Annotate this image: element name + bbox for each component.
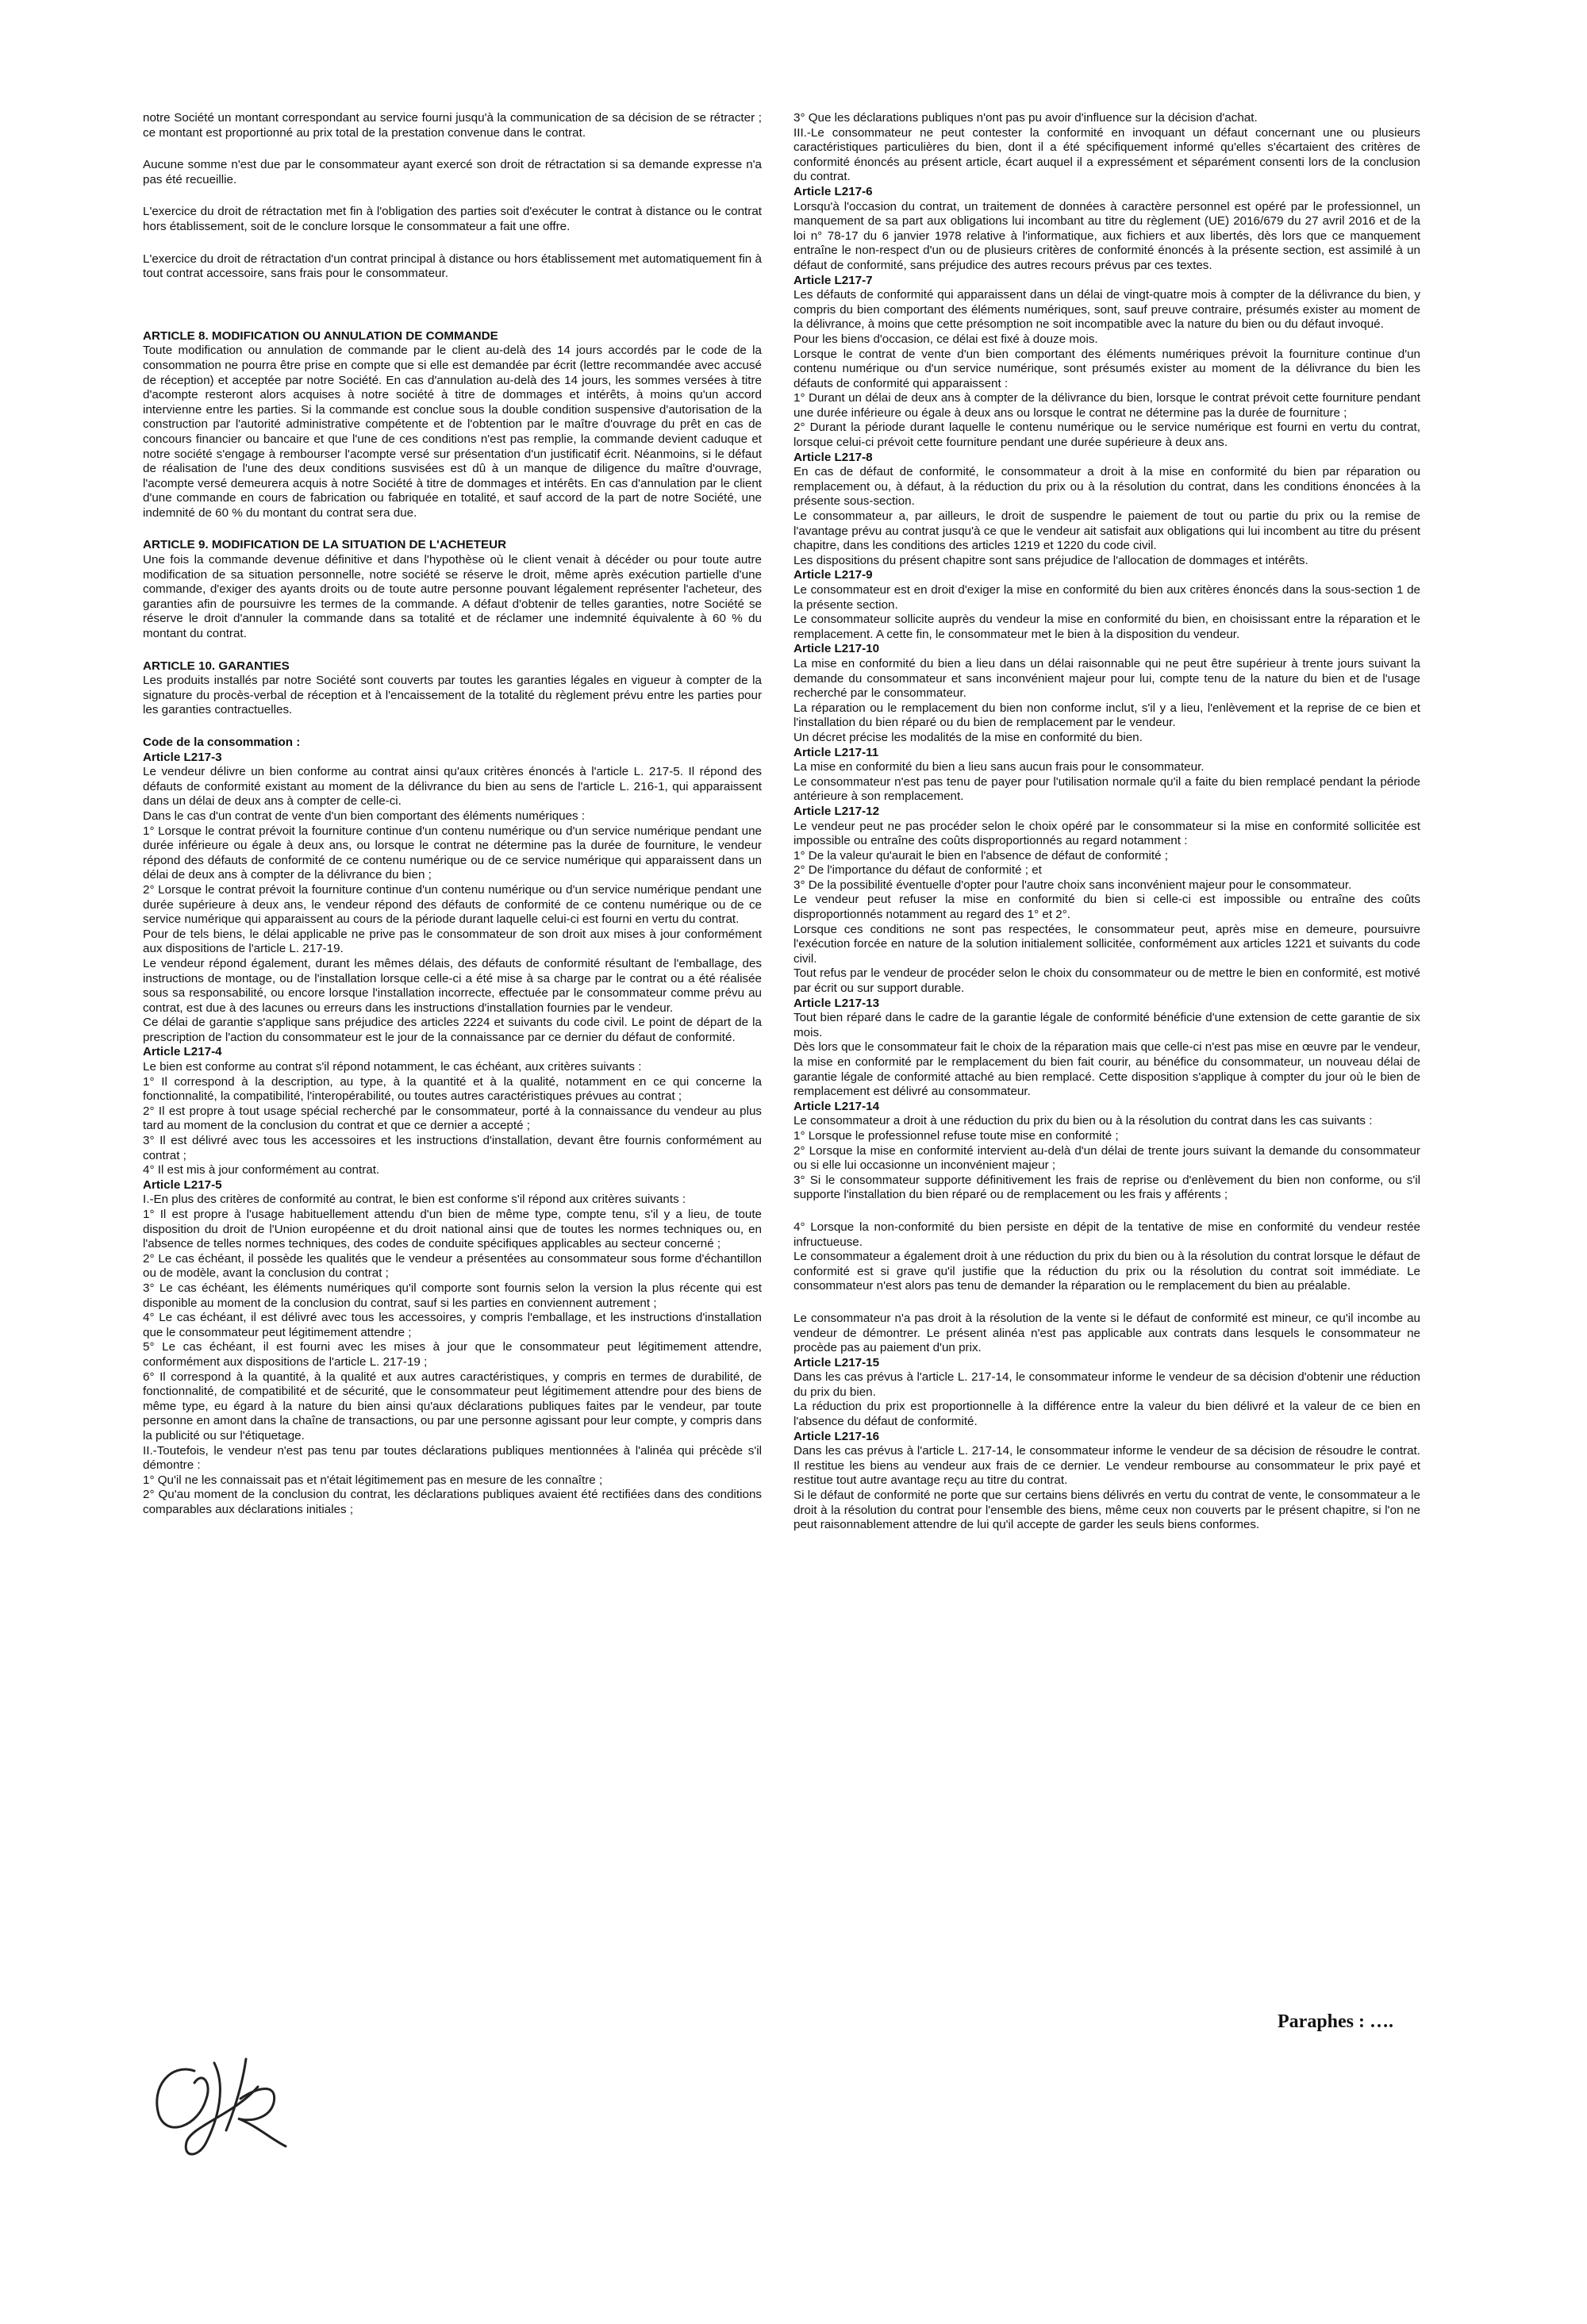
paragraph: 5° Le cas échéant, il est fourni avec les mises à jour que le consommateur peut légitimement attendre, conformément aux dispositions de l'article L. 217-19 ; (143, 1340, 762, 1369)
paragraph: La réduction du prix est proportionnelle à la différence entre la valeur du bien délivré et la valeur de ce bien en l'absence du défaut de conformité. (794, 1400, 1420, 1429)
paragraph: Ce délai de garantie s'applique sans préjudice des articles 2224 et suivants du code civil. Le point de départ de la prescription de l'action du consommateur est le jour de la connaissance par ce dernier du défaut de conformité. (143, 1016, 762, 1044)
paragraph: Le consommateur sollicite auprès du vendeur la mise en conformité du bien, en choisissant entre la réparation et le remplacement. A cette fin, le consommateur met le bien à la disposition du vendeur. (794, 613, 1420, 641)
paragraph: Le consommateur a, par ailleurs, le droit de suspendre le paiement de tout ou partie du prix ou la remise de l'avantage prévu au contrat jusqu'à ce que le vendeur ait satisfait aux obligations qui lui incombent au titre du présent chapitre, dans les conditions des articles 1219 et 1220 du code civil. (794, 509, 1420, 553)
code-article-heading: Article L217-5 (143, 1177, 222, 1192)
paragraph: 3° Si le consommateur supporte définitivement les frais de reprise ou d'enlèvement du bien non conforme, ou s'il supporte l'installation du bien réparé ou de remplacement ou les frais y afférents ; (794, 1173, 1420, 1202)
paragraph: 4° Le cas échéant, il est délivré avec tous les accessoires, y compris l'emballage, et les instructions d'installation que le consommateur peut légitimement attendre ; (143, 1311, 762, 1339)
code-article-heading: Article L217-11 (794, 745, 879, 759)
paragraph: 2° Lorsque le contrat prévoit la fourniture continue d'un contenu numérique ou d'un service numérique pendant une durée supérieure à deux ans, le vendeur répond des défauts de conformité de ce contenu numérique ou de ce service numérique qui apparaissent au cours de la période durant laquelle celui-ci est fourni en vertu du contrat. (143, 882, 762, 927)
paragraph: Le vendeur peut ne pas procéder selon le choix opéré par le consommateur si la mise en conformité sollicitée est impossible ou entraîne des coûts disproportionnés au regard notamment : (794, 819, 1420, 848)
paragraph: 2° Le cas échéant, il possède les qualités que le vendeur a présentées au consommateur sous forme d'échantillon ou de modèle, avant la conclusion du contrat ; (143, 1251, 762, 1281)
paragraph: 1° Il correspond à la description, au type, à la quantité et à la qualité, notamment en ce qui concerne la fonctionnalité, la compatibilité, l'interopérabilité, ou toutes autres caractéristiques prévues au contrat ; (143, 1074, 762, 1104)
paragraph: Dans le cas d'un contrat de vente d'un bien comportant des éléments numériques : (143, 809, 586, 823)
code-article-heading: Article L217-16 (794, 1429, 880, 1443)
paragraph: Lorsque le contrat de vente d'un bien comportant des éléments numériques prévoit la fourniture continue d'un contenu numérique ou d'un service numérique, sont présumés exister au moment de la délivrance du bien les défauts de conformité qui apparaissent : (794, 347, 1420, 390)
paragraph: 3° Il est délivré avec tous les accessoires et les instructions d'installation, devant être fournis conformément au contrat ; (143, 1134, 762, 1162)
paragraph: Lorsqu'à l'occasion du contrat, un traitement de données à caractère personnel est opéré par le professionnel, un manquement de sa part aux obligations lui incombant au titre du règlement (UE) 2016/679 du 27 avril 2016 et de la loi n° 78-17 du 6 janvier 1978 relative à l'informatique, aux fichiers et aux libertés, dès lors que ce manquement entraîne le non-respect d'un ou de plusieurs critères de conformité énoncés à la présente section, est assimilé à un défaut de conformité, sans préjudice des autres recours prévus par ces textes. (794, 199, 1420, 272)
paragraph: L'exercice du droit de rétractation d'un contrat principal à distance ou hors établissement met automatiquement fin à tout contrat accessoire, sans frais pour le consommateur. (143, 252, 762, 281)
paragraph: Le consommateur a droit à une réduction du prix du bien ou à la résolution du contrat dans les cas suivants : (794, 1114, 1373, 1128)
paragraph: Dans les cas prévus à l'article L. 217-14, le consommateur informe le vendeur de sa décision de résoudre le contrat. Il restitue les biens au vendeur aux frais de ce dernier. Le vendeur rembourse au consommateur le prix payé et restitue tout autre avantage reçu au titre du contrat. (794, 1444, 1420, 1488)
code-article-heading: Article L217-8 (794, 450, 873, 464)
paragraph: Si le défaut de conformité ne porte que sur certains biens délivrés en vertu du contrat de vente, le consommateur a le droit à la résolution du contrat pour l'ensemble des biens, même ceux non couverts par le présent chapitre, si l'on ne peut raisonnablement attendre de lui qu'il accepte de garder les seuls biens conformes. (794, 1489, 1420, 1532)
paragraph: Le vendeur délivre un bien conforme au contrat ainsi qu'aux critères énoncés à l'article L. 217-5. Il répond des défauts de conformité existant au moment de la délivrance du bien au sens de l'article L. 216-1, qui apparaissent dans un délai de deux ans à compter de celle-ci. (143, 765, 762, 809)
code-article-heading: Article L217-13 (794, 996, 880, 1010)
article-heading: ARTICLE 9. MODIFICATION DE LA SITUATION DE L'ACHETEUR (143, 538, 507, 552)
paragraph: Lorsque ces conditions ne sont pas respectées, le consommateur peut, après mise en demeure, poursuivre l'exécution forcée en nature de la solution initialement sollicitée, conformément aux articles 1221 et suivants du code civil. (794, 922, 1420, 966)
paragraph: Le consommateur est en droit d'exiger la mise en conformité du bien aux critères énoncés dans la sous-section 1 de la présente section. (794, 583, 1420, 612)
paragraph: 2° De l'importance du défaut de conformité ; et (794, 863, 1042, 878)
paragraph: I.-En plus des critères de conformité au contrat, le bien est conforme s'il répond aux critères suivants : (143, 1193, 686, 1207)
paragraph: Le consommateur a également droit à une réduction du prix du bien ou à la résolution du contrat lorsque le défaut de conformité est si grave qu'il justifie que la réduction du prix ou la résolution du contrat soit immédiate. Le consommateur n'est alors pas tenu de demander la réparation ou le remplacement du bien au préalable. (794, 1250, 1420, 1293)
code-article-heading: Article L217-12 (794, 804, 880, 818)
handwritten-signature (139, 2039, 298, 2174)
paragraph: 4° Il est mis à jour conformément au contrat. (143, 1163, 380, 1177)
paragraph: III.-Le consommateur ne peut contester la conformité en invoquant un défaut concernant une ou plusieurs caractéristiques particulières du bien, dont il a été spécifiquement informé qu'elles s'écartaient des critères de conformité énoncés au présent article, écart auquel il a expressément et séparément consenti lors de la conclusion du contrat. (794, 125, 1420, 184)
paragraph: Pour de tels biens, le délai applicable ne prive pas le consommateur de son droit aux mises à jour conformément aux dispositions de l'article L. 217-19. (143, 927, 762, 956)
paragraph: Dans les cas prévus à l'article L. 217-14, le consommateur informe le vendeur de sa décision d'obtenir une réduction du prix du bien. (794, 1370, 1420, 1399)
paragraph: Tout refus par le vendeur de procéder selon le choix du consommateur ou de mettre le bien en conformité, est motivé par écrit ou sur support durable. (794, 966, 1420, 996)
paragraph: 1° Lorsque le contrat prévoit la fourniture continue d'un contenu numérique ou d'un service numérique pendant une durée inférieure ou égale à deux ans, ou lorsque le contrat ne détermine pas la durée de fourniture, le vendeur répond des défauts de conformité de ce contenu numérique ou de ce service numérique qui apparaissent dans un délai de deux ans à compter de la délivrance du bien ; (143, 824, 762, 882)
paragraph: notre Société un montant correspondant au service fourni jusqu'à la communication de sa décision de se rétracter ; ce montant est proportionné au prix total de la prestation convenue dans le contrat. (143, 111, 762, 140)
code-article-heading: Article L217-4 (143, 1045, 222, 1059)
paragraph: 2° Il est propre à tout usage spécial recherché par le consommateur, porté à la connaissance du vendeur au plus tard au moment de la conclusion du contrat et que ce dernier a accepté ; (143, 1104, 762, 1133)
right-column (794, 111, 1420, 2031)
paragraph: 3° Le cas échéant, les éléments numériques qu'il comporte sont fournis selon la version la plus récente qui est disponible au moment de la conclusion du contrat, sauf si les parties en conviennent autrement ; (143, 1281, 762, 1310)
paragraph: 2° Qu'au moment de la conclusion du contrat, les déclarations publiques avaient été rectifiées dans des conditions comparables aux déclarations initiales ; (143, 1488, 762, 1516)
paragraph: La mise en conformité du bien a lieu dans un délai raisonnable qui ne peut être supérieur à trente jours suivant la demande du consommateur et sans inconvénient majeur pour lui, compte tenu de la nature du bien et de l'usage recherché par le consommateur. (794, 656, 1420, 701)
code-article-heading: Article L217-10 (794, 642, 880, 656)
paragraph: 3° De la possibilité éventuelle d'opter pour l'autre choix sans inconvénient majeur pour le consommateur. (794, 878, 1352, 892)
paragraph: En cas de défaut de conformité, le consommateur a droit à la mise en conformité du bien par réparation ou remplacement ou, à défaut, à la réduction du prix ou à la résolution du contrat, dans les conditions énoncées à la présente sous-section. (794, 465, 1420, 509)
paragraph: 1° Durant un délai de deux ans à compter de la délivrance du bien, lorsque le contrat prévoit cette fourniture pendant une durée inférieure ou égale à deux ans ou lorsque le contrat ne détermine pas la durée de fourniture ; (794, 391, 1420, 420)
article-heading: ARTICLE 10. GARANTIES (143, 659, 290, 673)
code-article-heading: Article L217-6 (794, 184, 873, 198)
code-article-heading: Article L217-3 (143, 750, 222, 764)
paragraph: Les dispositions du présent chapitre sont sans préjudice de l'allocation de dommages et intérêts. (794, 553, 1308, 567)
paragraph: L'exercice du droit de rétractation met fin à l'obligation des parties soit d'exécuter le contrat à distance ou le contrat hors établissement, soit de le conclure lorsque le consommateur a fait une offre. (143, 205, 762, 233)
paragraph: 1° Lorsque le professionnel refuse toute mise en conformité ; (794, 1128, 1119, 1143)
paragraph: Le vendeur peut refuser la mise en conformité du bien si celle-ci est impossible ou entraîne des coûts disproportionnés notamment au regard des 1° et 2°. (794, 893, 1420, 922)
paragraph: Toute modification ou annulation de commande par le client au-delà des 14 jours accordés par le code de la consommation ne pourra être prise en compte que si elle est demandée par écrit (lettre recommandée avec accusé de réception) et acceptée par notre Société. En cas d'annulation au-delà des 14 jours, les sommes versées à titre d'acompte resteront alors acquises à notre société à titre de dommages et intérêts, à moins qu'un accord intervienne entre les parties. Si la commande est conclue sous la double condition suspensive d'autorisation de la construction par l'autorité administrative compétente et de l'obtention par le maître d'ouvrage du prêt en cas de concours financier ou bancaire et que l'une de ces conditions n'est pas remplie, la commande devient caduque et notre société s'engage à rembourser l'acompte versé sur présentation d'un justificatif écrit. Néanmoins, si le défaut de réalisation de l'une des deux conditions susvisées est dû à un manque de diligence du maître d'ouvrage, l'acompte versé demeurera acquis à notre Société à titre de dommages et intérêts. En cas d'annulation par le client d'une commande en cours de fabrication ou fabriquée en totalité, et sauf accord de la part de notre Société, une indemnité de 60 % du montant du contrat sera due. (143, 344, 762, 520)
code-article-heading: Article L217-7 (794, 273, 873, 287)
paragraph: 2° Durant la période durant laquelle le contenu numérique ou le service numérique est fourni en vertu du contrat, lorsque celui-ci prévoit cette fourniture pendant une durée supérieure à deux ans. (794, 421, 1420, 450)
left-column (143, 111, 762, 2031)
article-heading: Code de la consommation : (143, 736, 301, 749)
paragraph: 1° Qu'il ne les connaissait pas et n'était légitimement pas en mesure de les connaître ; (143, 1473, 603, 1487)
paragraph: 6° Il correspond à la quantité, à la qualité et aux autres caractéristiques, y compris en termes de durabilité, de fonctionnalité, de compatibilité et de sécurité, que le consommateur peut légitimement attendre pour des biens de même type, eu égard à la nature du bien ainsi qu'aux déclarations publiques faites par le vendeur, par toute personne en amont dans la chaîne de transactions, ou par une personne agissant pour leur compte, y compris dans la publicité ou sur l'étiquetage. (143, 1369, 762, 1442)
paragraph: II.-Toutefois, le vendeur n'est pas tenu par toutes déclarations publiques mentionnées à l'alinéa qui précède s'il démontre : (143, 1443, 762, 1473)
code-article-heading: Article L217-15 (794, 1355, 880, 1369)
paragraph: Les défauts de conformité qui apparaissent dans un délai de vingt-quatre mois à compter de la délivrance du bien, y compris du bien comportant des éléments numériques, sont, sauf preuve contraire, présumés exister au moment de la délivrance, à moins que cette présomption ne soit incompatible avec la nature du bien ou du défaut invoqué. (794, 288, 1420, 332)
paragraph: Un décret précise les modalités de la mise en conformité du bien. (794, 730, 1143, 744)
paragraph: Le vendeur répond également, durant les mêmes délais, des défauts de conformité résultant de l'emballage, des instructions de montage, ou de l'installation lorsque celle-ci a été mise à sa charge par le contrat ou a été réalisée sous sa responsabilité, ou encore lorsque l'installation incorrecte, effectuée par le consommateur comme prévu au contrat, est due à des lacunes ou erreurs dans les instructions d'installation fournies par le vendeur. (143, 956, 762, 1015)
paragraph: 3° Que les déclarations publiques n'ont pas pu avoir d'influence sur la décision d'achat. (794, 111, 1258, 125)
paragraph: Aucune somme n'est due par le consommateur ayant exercé son droit de rétractation si sa demande expresse n'a pas été recueillie. (143, 158, 762, 186)
code-article-heading: Article L217-9 (794, 568, 873, 582)
paragraph: La mise en conformité du bien a lieu sans aucun frais pour le consommateur. (794, 760, 1205, 774)
paragraph: Tout bien réparé dans le cadre de la garantie légale de conformité bénéficie d'une extension de cette garantie de six mois. (794, 1011, 1420, 1039)
paragraph: Dès lors que le consommateur fait le choix de la réparation mais que celle-ci n'est pas mise en œuvre par le vendeur, la mise en conformité par le remplacement du bien fait courir, au bénéfice du consommateur, un nouveau délai de garantie légale de conformité attaché au bien remplacé. Cette disposition s'applique à compter du jour où le bien de remplacement est délivré au consommateur. (794, 1040, 1420, 1099)
paragraph: 1° De la valeur qu'aurait le bien en l'absence de défaut de conformité ; (794, 848, 1169, 862)
paragraph: Une fois la commande devenue définitive et dans l'hypothèse où le client venait à décéder ou pour toute autre modification de sa situation personnelle, notre société se réserve le droit, même après exécution partielle d'une commande, d'exiger des ayants droits ou de toute autre personne pouvant légalement représenter l'acheteur, des garanties afin de poursuivre les termes de la commande. A défaut d'obtenir de telles garanties, notre Société se réserve le droit d'annuler la commande dans sa totalité et de réclamer une indemnité équivalente à 60 % du montant du contrat. (143, 553, 762, 641)
paraphes-label: Paraphes : …. (1278, 2011, 1393, 2032)
paragraph: 4° Lorsque la non-conformité du bien persiste en dépit de la tentative de mise en conformité du vendeur restée infructueuse. (794, 1220, 1420, 1249)
paragraph: Pour les biens d'occasion, ce délai est fixé à douze mois. (794, 332, 1098, 346)
paragraph: Le bien est conforme au contrat s'il répond notamment, le cas échéant, aux critères suivants : (143, 1060, 642, 1074)
paragraph: Le consommateur n'a pas droit à la résolution de la vente si le défaut de conformité est mineur, ce qu'il incombe au vendeur de démontrer. Le présent alinéa n'est pas applicable aux contrats dans lesquels le consommateur ne procède pas au paiement d'un prix. (794, 1311, 1420, 1355)
paragraph: Le consommateur n'est pas tenu de payer pour l'utilisation normale qu'il a faite du bien remplacé pendant la période antérieure à son remplacement. (794, 774, 1420, 804)
paragraph: Les produits installés par notre Société sont couverts par toutes les garanties légales en vigueur à compter de la signature du procès-verbal de réception et à l'encaissement de la totalité du règlement prévu entre les parties pour les garanties contractuelles. (143, 674, 762, 717)
paragraph: La réparation ou le remplacement du bien non conforme inclut, s'il y a lieu, l'enlèvement et la reprise de ce bien et l'installation du bien réparé ou du bien de remplacement par le vendeur. (794, 701, 1420, 730)
paragraph: 2° Lorsque la mise en conformité intervient au-delà d'un délai de trente jours suivant la demande du consommateur ou si elle lui occasionne un inconvénient majeur ; (794, 1143, 1420, 1173)
code-article-heading: Article L217-14 (794, 1099, 880, 1113)
article-heading: ARTICLE 8. MODIFICATION OU ANNULATION DE COMMANDE (143, 328, 498, 343)
paragraph: 1° Il est propre à l'usage habituellement attendu d'un bien de même type, compte tenu, s'il y a lieu, de toute disposition du droit de l'Union européenne et du droit national ainsi que de toutes les normes techniques ou, en l'absence de telles normes techniques, des codes de conduite spécifiques applicables au secteur concerné ; (143, 1208, 762, 1251)
